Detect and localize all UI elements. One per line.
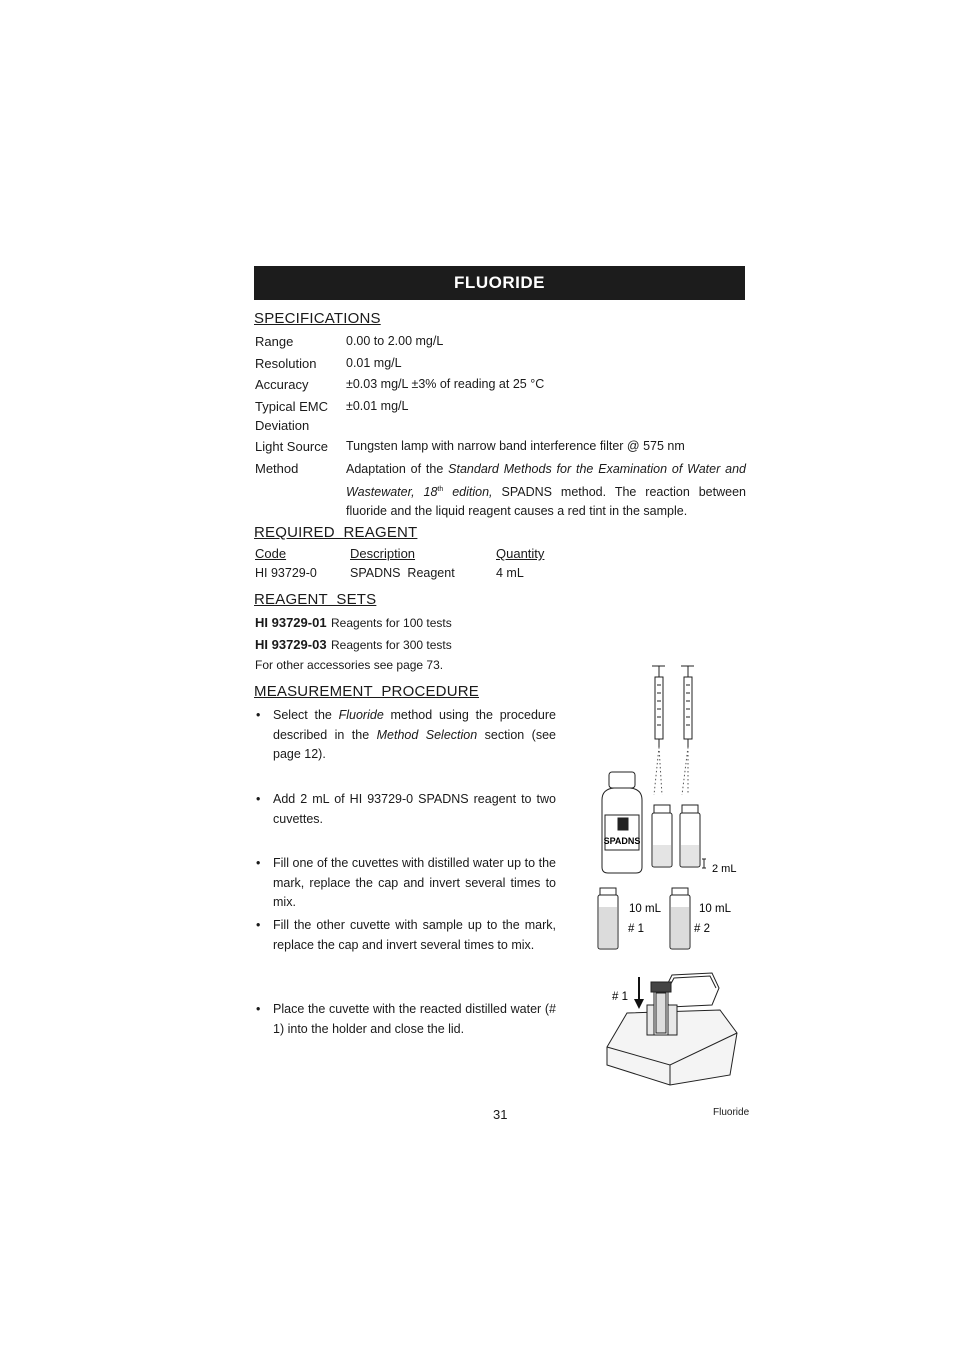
procedure-step-3: • Fill one of the cuvettes with distilled water up to the mark, replace the cap and invert several times to mix.: [256, 856, 556, 909]
label-2ml: 2 mL: [712, 863, 737, 875]
syringe-icon: [652, 666, 665, 747]
label-10ml-1: 10 mL: [629, 903, 661, 915]
required-reagent-heading: REQUIRED REAGENT: [254, 524, 418, 541]
page-number: 31: [493, 1107, 508, 1122]
reagent-description: SPADNS Reagent: [350, 566, 455, 580]
procedure-step-1: • Select the Fluoride method using the procedure described in the Method Selection section (see page 12).: [256, 708, 556, 761]
spec-label-resolution: Resolution: [255, 356, 317, 371]
cuvette-icon: [670, 888, 690, 949]
reagent-set-2-code: HI 93729-03: [255, 637, 327, 652]
reagent-col-code: Code: [255, 546, 287, 561]
cuvette-icon: [598, 888, 618, 949]
specifications-heading: SPECIFICATIONS: [254, 310, 381, 327]
spec-value-resolution: 0.01 mg/L: [346, 356, 402, 370]
reagent-set-2-text: Reagents for 300 tests: [331, 638, 452, 652]
reagent-code: HI 93729-0: [255, 566, 317, 580]
spec-label-method: Method: [255, 461, 299, 476]
accessories-note: For other accessories see page 73.: [255, 658, 444, 672]
reagent-set-1-text: Reagents for 100 tests: [331, 616, 452, 630]
cuvette-icon: [680, 805, 700, 867]
footer-section: Fluoride: [713, 1107, 750, 1118]
reagent-set-2: [255, 636, 452, 654]
spec-label-range: Range: [255, 334, 294, 349]
spec-value-accuracy: ±0.03 mg/L ±3% of reading at 25 °C: [346, 377, 545, 391]
reagent-col-quantity: Quantity: [496, 546, 545, 561]
bottle-label: SPADNS: [603, 836, 641, 846]
label-cuvette-1: # 1: [628, 923, 644, 935]
reagent-set-1-code: HI 93729-01: [255, 615, 327, 630]
spec-value-light-source: Tungsten lamp with narrow band interference filter @ 575 nm: [346, 439, 685, 453]
procedure-heading: MEASUREMENT PROCEDURE: [254, 683, 479, 700]
procedure-step-5: • Place the cuvette with the reacted distilled water (# 1) into the holder and close the lid.: [256, 1002, 556, 1036]
reagent-bottle-icon: [602, 772, 642, 873]
meter-icon: [607, 973, 737, 1085]
spec-label-light-source: Light Source: [255, 439, 328, 454]
cuvette-icon: [652, 805, 672, 867]
label-10ml-2: 10 mL: [699, 903, 731, 915]
syringe-icon: [681, 666, 694, 747]
procedure-illustration: [592, 655, 757, 1095]
reagent-set-1: [255, 614, 452, 632]
spec-value-range: 0.00 to 2.00 mg/L: [346, 334, 444, 348]
procedure-step-2: • Add 2 mL of HI 93729-0 SPADNS reagent to two cuvettes.: [256, 792, 556, 826]
procedure-step-4: • Fill the other cuvette with sample up to the mark, replace the cap and invert several times to mix.: [256, 918, 556, 952]
reagent-sets-heading: REAGENT SETS: [254, 591, 377, 608]
page-title: FLUORIDE: [254, 266, 745, 300]
reagent-quantity: 4 mL: [496, 566, 524, 580]
label-cuvette-in-holder: # 1: [612, 991, 628, 1003]
spec-label-emc-deviation: Deviation: [255, 418, 310, 433]
arrow-down-icon: [634, 977, 644, 1009]
spec-label-emc: Typical EMC: [255, 399, 328, 414]
reagent-col-description: Description: [350, 546, 416, 561]
spec-value-method: Adaptation of the Standard Methods for the Examination of Water and Wastewater, 18th edition, SPADNS method. The reaction between fluoride and the liquid reagent causes a red tint in the sample.: [346, 462, 746, 519]
spec-value-emc: ±0.01 mg/L: [346, 399, 409, 413]
label-cuvette-2: # 2: [694, 923, 710, 935]
spec-label-accuracy: Accuracy: [255, 377, 309, 392]
